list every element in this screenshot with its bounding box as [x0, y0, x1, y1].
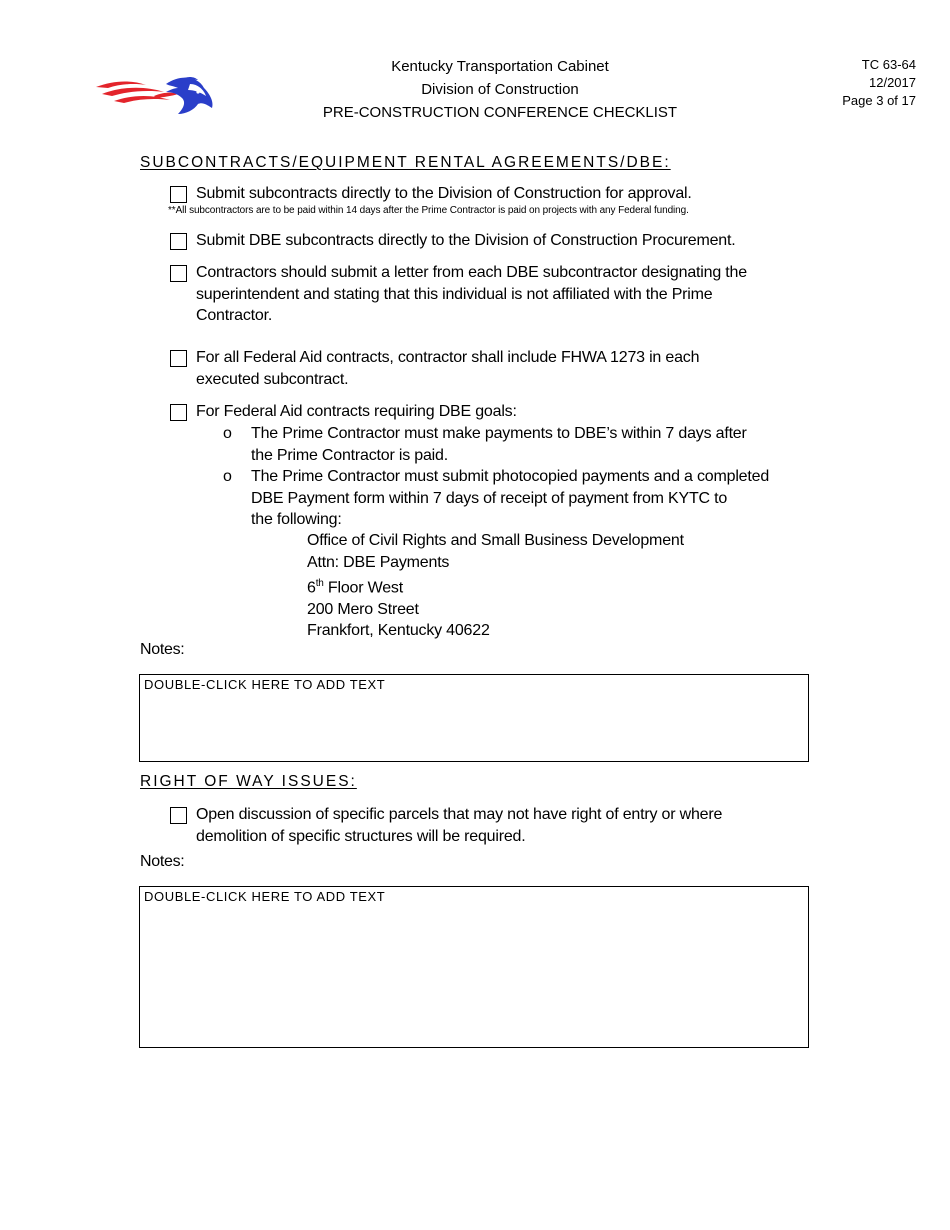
sub-item-photocopied-payments-line3: the following: — [251, 511, 342, 528]
page-number: Page 3 of 17 — [842, 93, 916, 108]
sub-item-photocopied-payments — [251, 466, 821, 531]
address-floor-number: 6 — [307, 579, 316, 597]
address-city: Frankfort, Kentucky 40622 — [307, 622, 490, 640]
sub-item-photocopied-payments-line1: The Prime Contractor must submit photocopied payments and a completed — [251, 468, 770, 485]
address-attn: Attn: DBE Payments — [307, 553, 450, 571]
item-dbe-letter-line2: superintendent and stating that this individual is not affiliated with the Prime — [196, 285, 713, 303]
header-division: Division of Construction — [421, 81, 579, 98]
section-title-right-of-way: RIGHT OF WAY ISSUES: — [140, 773, 357, 790]
address-street: 200 Mero Street — [307, 600, 419, 618]
checkbox-fhwa-1273[interactable] — [170, 350, 187, 367]
address-office: Office of Civil Rights and Small Business Development — [307, 532, 684, 549]
address-floor-text: Floor West — [323, 579, 403, 597]
sub-item-dbe-payments-line2: the Prime Contractor is paid. — [251, 446, 448, 464]
item-dbe-letter-line3: Contractor. — [196, 307, 273, 324]
header-form-title: PRE-CONSTRUCTION CONFERENCE CHECKLIST — [322, 104, 678, 121]
section-title-subcontracts: SUBCONTRACTS/EQUIPMENT RENTAL AGREEMENTS/DBE: — [140, 154, 671, 171]
item-submit-dbe-subcontracts: Submit DBE subcontracts directly to the Division of Construction Procurement. — [196, 232, 736, 249]
mailing-address — [307, 530, 684, 642]
checkbox-dbe-letter[interactable] — [170, 265, 187, 282]
item-fhwa-1273-line2: executed subcontract. — [196, 370, 349, 388]
notes-field-right-of-way[interactable] — [139, 886, 809, 1048]
item-dbe-letter — [196, 262, 816, 327]
item-fhwa-1273-line1: For all Federal Aid contracts, contractor shall include FHWA 1273 in each — [196, 349, 700, 366]
checkbox-right-of-entry[interactable] — [170, 807, 187, 824]
sub-item-photocopied-payments-line2: DBE Payment form within 7 days of receipt of payment from KYTC to — [251, 489, 728, 507]
header-meta — [842, 56, 916, 110]
checkbox-dbe-goals[interactable] — [170, 404, 187, 421]
sub-item-dbe-payments — [251, 423, 821, 466]
bullet-marker: o — [223, 468, 232, 485]
item-right-of-entry — [196, 804, 816, 847]
address-floor — [307, 573, 684, 599]
notes-label: Notes: — [140, 853, 185, 870]
checkbox-submit-dbe-subcontracts[interactable] — [170, 233, 187, 250]
sub-item-dbe-payments-line1: The Prime Contractor must make payments to DBE’s within 7 days after — [251, 425, 747, 442]
address-floor-ordinal: th — [315, 578, 324, 589]
item-dbe-letter-line1: Contractors should submit a letter from each DBE subcontractor designating the — [196, 264, 747, 281]
notes-placeholder: DOUBLE-CLICK HERE TO ADD TEXT — [144, 677, 386, 692]
item-right-of-entry-line1: Open discussion of specific parcels that may not have right of entry or where — [196, 806, 723, 823]
checkbox-submit-subcontracts[interactable] — [170, 186, 187, 203]
item-submit-subcontracts: Submit subcontracts directly to the Division of Construction for approval. — [196, 185, 692, 202]
bullet-marker: o — [223, 425, 232, 442]
form-number: TC 63-64 — [861, 57, 916, 72]
notes-field-subcontracts[interactable] — [139, 674, 809, 762]
kytc-logo — [94, 74, 216, 118]
revision-date: 12/2017 — [869, 75, 916, 90]
item-dbe-goals: For Federal Aid contracts requiring DBE goals: — [196, 403, 517, 420]
notes-placeholder: DOUBLE-CLICK HERE TO ADD TEXT — [144, 889, 386, 904]
header-agency: Kentucky Transportation Cabinet — [391, 58, 609, 75]
item-fhwa-1273 — [196, 347, 816, 390]
item-right-of-entry-line2: demolition of specific structures will be required. — [196, 827, 526, 845]
notes-label: Notes: — [140, 641, 185, 658]
item-submit-subcontracts-note: **All subcontractors are to be paid within 14 days after the Prime Contractor is paid on projects with any Federal funding. — [168, 205, 689, 216]
